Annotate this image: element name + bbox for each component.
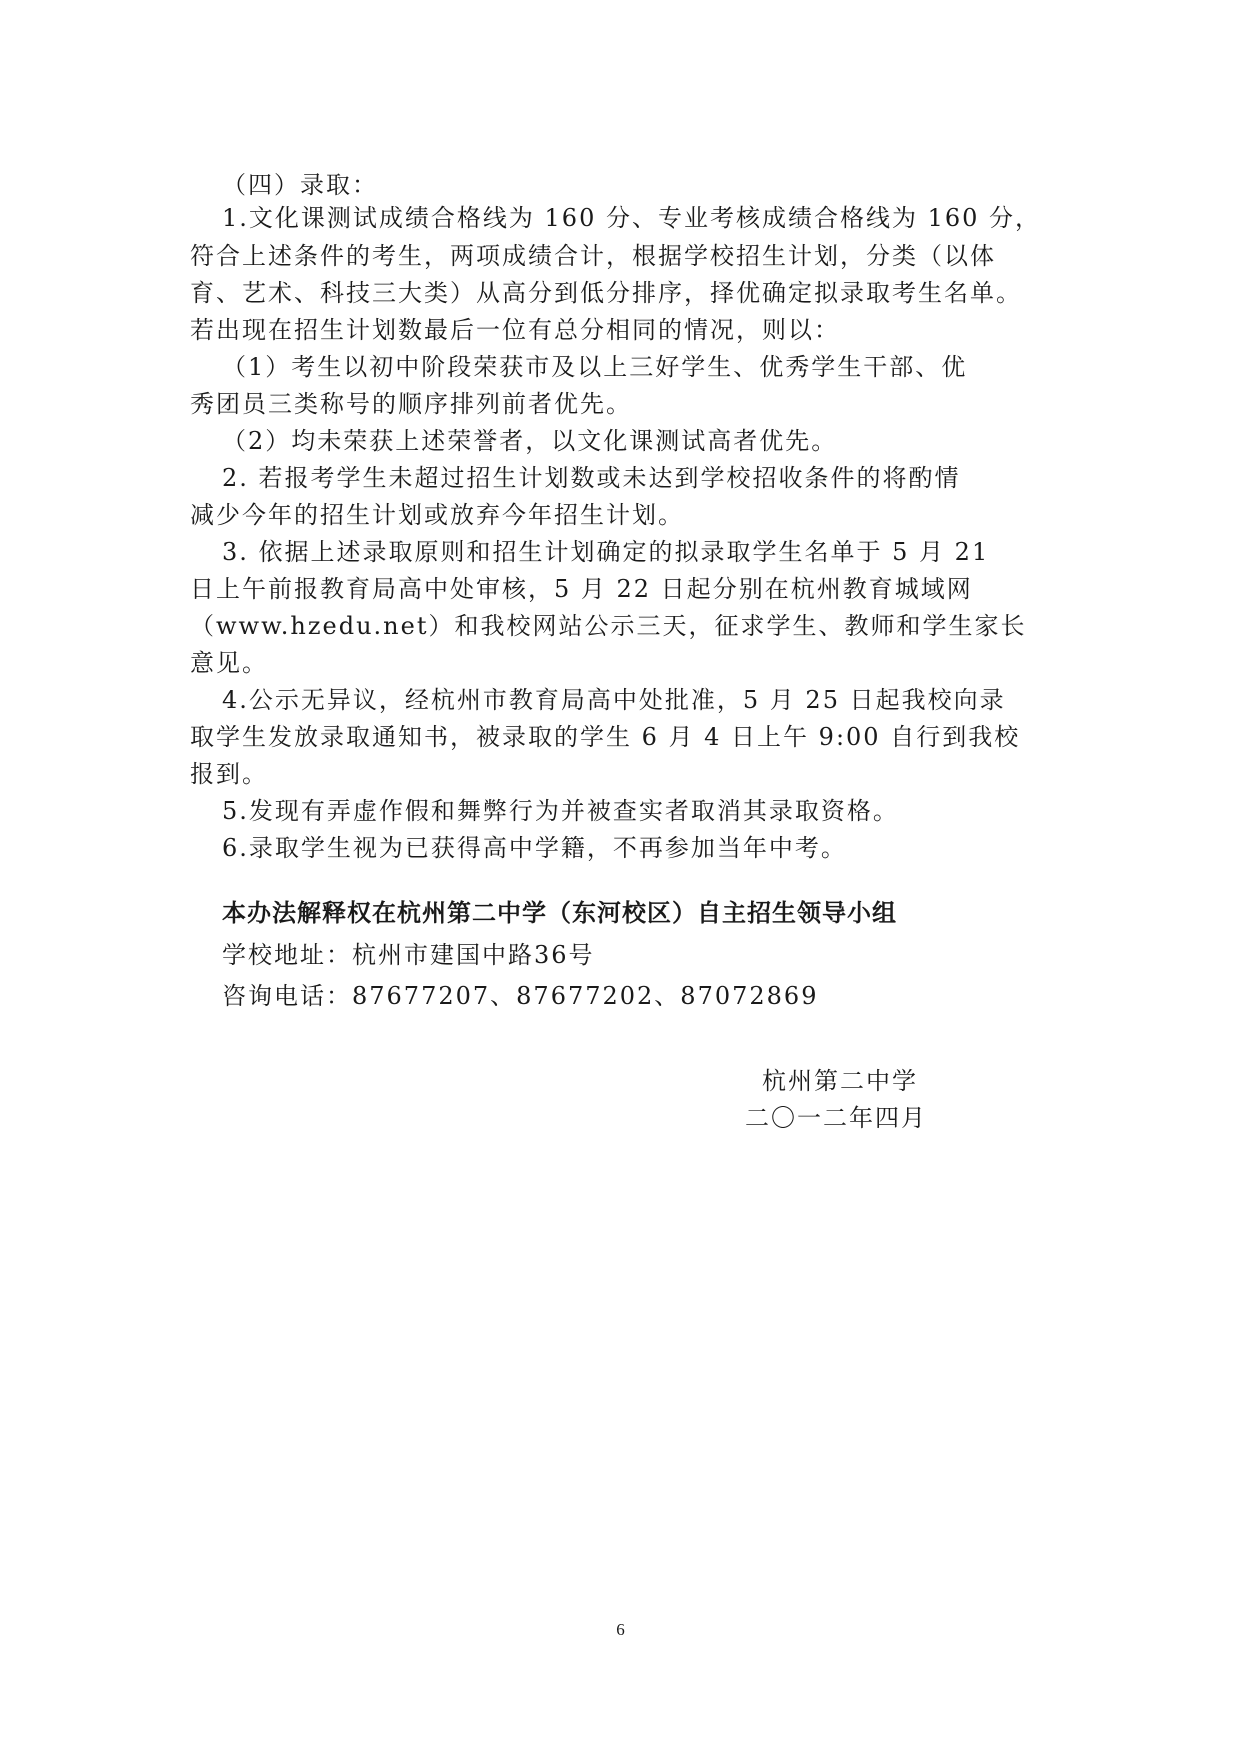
paragraph-line: 5.发现有弄虚作假和舞弊行为并被查实者取消其录取资格。 bbox=[222, 797, 899, 825]
paragraph-line: 育、艺术、科技三大类）从高分到低分排序，择优确定拟录取考生名单。 bbox=[190, 279, 1022, 307]
signature-date: 二〇一二年四月 bbox=[745, 1104, 927, 1132]
paragraph-line: 2. 若报考学生未超过招生计划数或未达到学校招收条件的将酌情 bbox=[222, 464, 961, 492]
paragraph-line: 减少今年的招生计划或放弃今年招生计划。 bbox=[190, 501, 684, 529]
contact-phone: 咨询电话：87677207、87677202、87072869 bbox=[222, 982, 819, 1010]
paragraph-line: 符合上述条件的考生，两项成绩合计，根据学校招生计划，分类（以体 bbox=[190, 242, 996, 270]
paragraph-line: 日上午前报教育局高中处审核，5 月 22 日起分别在杭州教育城域网 bbox=[190, 575, 973, 603]
paragraph-line: （1）考生以初中阶段荣获市及以上三好学生、优秀学生干部、优 bbox=[222, 353, 968, 381]
paragraph-line: 报到。 bbox=[190, 760, 268, 788]
signature-school: 杭州第二中学 bbox=[762, 1067, 918, 1095]
interpretation-notice: 本办法解释权在杭州第二中学（东河校区）自主招生领导小组 bbox=[222, 899, 897, 927]
paragraph-line: 秀团员三类称号的顺序排列前者优先。 bbox=[190, 390, 632, 418]
paragraph-line: 取学生发放录取通知书，被录取的学生 6 月 4 日上午 9:00 自行到我校 bbox=[190, 723, 1021, 751]
school-address: 学校地址：杭州市建国中路36号 bbox=[222, 941, 595, 969]
paragraph-line: 1.文化课测试成绩合格线为 160 分、专业考核成绩合格线为 160 分， bbox=[222, 204, 1042, 232]
paragraph-line: 3. 依据上述录取原则和招生计划确定的拟录取学生名单于 5 月 21 bbox=[222, 538, 990, 566]
page-number: 6 bbox=[616, 1620, 625, 1639]
paragraph-line: 4.公示无异议，经杭州市教育局高中处批准，5 月 25 日起我校向录 bbox=[222, 686, 1006, 714]
paragraph-line: 若出现在招生计划数最后一位有总分相同的情况，则以： bbox=[190, 316, 840, 344]
section-heading: （四）录取： bbox=[222, 171, 378, 199]
paragraph-line: （2）均未荣获上述荣誉者，以文化课测试高者优先。 bbox=[222, 427, 838, 455]
paragraph-line: （www.hzedu.net）和我校网站公示三天，征求学生、教师和学生家长 bbox=[190, 612, 1027, 640]
paragraph-line: 6.录取学生视为已获得高中学籍，不再参加当年中考。 bbox=[222, 834, 847, 862]
paragraph-line: 意见。 bbox=[190, 649, 268, 677]
